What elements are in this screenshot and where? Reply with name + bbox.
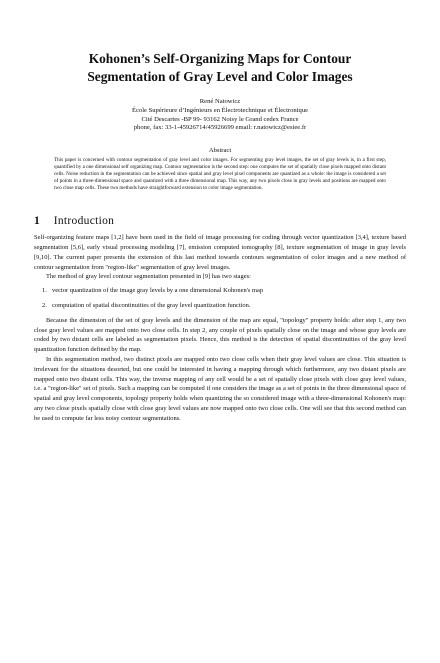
step-number: 1. bbox=[42, 287, 47, 295]
section-number: 1 bbox=[34, 215, 40, 228]
paragraph-3: Because the dimension of the set of gray levels and the dimension of the map are equal, "topology" property holds: after step 1, any two close gray level values are mapped onto two close cells. In step 2, any couple of pixels spatially close on the image and whose gray levels are coded by two distant cells are labeled as segmentation pixels. Hence, this method is the detection of spatial discontinuities of the gray level quantization function defined by the map. bbox=[34, 316, 406, 354]
title-line-1: Kohonen’s Self-Organizing Maps for Contour bbox=[88, 51, 352, 66]
affiliation bbox=[34, 107, 406, 133]
method-steps-list bbox=[34, 286, 406, 311]
step-text: vector quantization of the image gray levels by a one dimensional Kohonen's map bbox=[52, 287, 264, 295]
paragraph-1: Self-organizing feature maps [1,2] have been used in the field of image processing for coding through vector quantization [3,4], texture based segmentation [5,6], early visual processing modeling [7], emission computed tomography [8], texture segmentation of image in gray levels [9,10]. The current paper presents the extension of this last method towards contours segmentation of color images and a new method of contour segmentation from "region-like" segmentation of gray level images. bbox=[34, 234, 406, 271]
list-item bbox=[34, 301, 406, 311]
section-heading bbox=[34, 215, 406, 227]
section-name: Introduction bbox=[53, 215, 115, 228]
paper-title bbox=[34, 50, 406, 86]
affiliation-line-3: phone, fax: 33-1-45926714/45926699 email: r.natowicz@esiee.fr bbox=[133, 124, 307, 132]
abstract-text: This paper is concerned with contour segmentation of gray level and color images. For segmenting gray level images, the set of gray levels is, in a first step, quantified by a one dimensional self organizing map. Contour segmentation is the second step: one computes the set of spatially close pixels mapped onto distant cells. Noise reduction in the segmentation can be achieved since spatial and gray level pixel components are quantized as a whole: the image is considered a set of points in a three-dimensional space and quantized with a three dimensional map. This way, any two pixels close in gray levels and positions are mapped onto two close map cells. These two methods have straightforward extension to color image segmentation. bbox=[54, 156, 386, 192]
list-item bbox=[34, 286, 406, 296]
paragraph-4: In this segmentation method, two distinct pixels are mapped onto two close cells when their gray level values are close. This situation is irrelevant for the situations desorted, but one could be interested in having a mapping through which furthermore, any two distant pixels are mapped onto two distant cells. This way, the inverse mapping of any cell would be a set of spatially close pixels with close gray level values, i.e. a "region-like" set of pixels. Such a mapping can be computed if one considers the image as a set of points in the three dimensional space of spatial and gray level components, topology property holds when quantizing the so considered image with a three-dimensional Kohonen's map: any two close pixels spatially close with close gray level values are now mapped onto two close cells. One will see that this second method can be used to compute far less noisy contour segmentations. bbox=[34, 356, 406, 422]
title-line-2: Segmentation of Gray Level and Color Images bbox=[87, 69, 353, 84]
step-number: 2. bbox=[42, 302, 47, 310]
step-text: computation of spatial discontinuities of the gray level quantization function. bbox=[52, 302, 251, 310]
author-name: René Natowicz bbox=[199, 98, 241, 105]
affiliation-line-2: Cité Descartes -BP 99- 93162 Noisy le Grand cedex France bbox=[141, 115, 299, 123]
abstract-heading: Abstract bbox=[208, 146, 232, 154]
affiliation-line-1: École Supérieure d’Ingénieurs en Électrotechnique et Électronique bbox=[131, 107, 309, 114]
paragraph-2: The method of gray level contour segmentation presented in [9] has two stages: bbox=[46, 273, 251, 281]
